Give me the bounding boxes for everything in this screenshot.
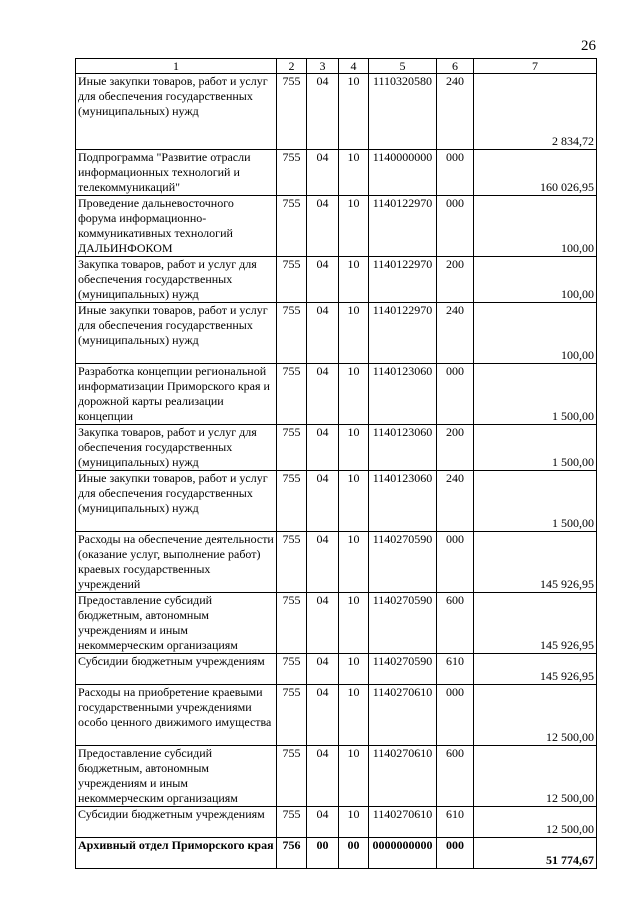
name-cell: Иные закупки товаров, работ и услуг для обеспечения государственных (муниципальных) нужд [76, 471, 277, 532]
target-article-code-cell: 1140270590 [369, 593, 437, 654]
section-code-cell: 04 [307, 257, 339, 303]
expense-type-code-cell: 600 [437, 746, 474, 807]
name-cell: Субсидии бюджетным учреждениям [76, 654, 277, 685]
table-header-row [76, 59, 597, 74]
amount-cell: 145 926,95 [474, 593, 597, 654]
table-row [76, 593, 597, 654]
name-cell: Архивный отдел Приморского края [76, 838, 277, 869]
target-article-code-cell: 1140122970 [369, 257, 437, 303]
amount-cell: 2 834,72 [474, 74, 597, 150]
target-article-code-cell: 1140270610 [369, 685, 437, 746]
section-code-cell: 04 [307, 74, 339, 150]
ministry-code-cell: 755 [277, 654, 307, 685]
amount-cell: 1 500,00 [474, 471, 597, 532]
name-cell: Иные закупки товаров, работ и услуг для обеспечения государственных (муниципальных) нужд [76, 74, 277, 150]
amount-cell: 100,00 [474, 303, 597, 364]
table-row [76, 196, 597, 257]
table-row [76, 364, 597, 425]
target-article-code-cell: 0000000000 [369, 838, 437, 869]
name-cell: Предоставление субсидий бюджетным, автономным учреждениям и иным некоммерческим организациям [76, 746, 277, 807]
expense-type-code-cell: 000 [437, 685, 474, 746]
target-article-code-cell: 1140123060 [369, 425, 437, 471]
target-article-code-cell: 1110320580 [369, 74, 437, 150]
amount-cell: 1 500,00 [474, 425, 597, 471]
name-cell: Закупка товаров, работ и услуг для обеспечения государственных (муниципальных) нужд [76, 425, 277, 471]
header-cell: 6 [437, 59, 474, 74]
name-cell: Расходы на приобретение краевыми государственными учреждениями особо ценного движимого имущества [76, 685, 277, 746]
ministry-code-cell: 755 [277, 532, 307, 593]
section-code-cell: 04 [307, 685, 339, 746]
table-row [76, 425, 597, 471]
ministry-code-cell: 755 [277, 425, 307, 471]
name-cell: Субсидии бюджетным учреждениям [76, 807, 277, 838]
section-code-cell: 04 [307, 532, 339, 593]
amount-cell: 12 500,00 [474, 807, 597, 838]
ministry-code-cell: 755 [277, 593, 307, 654]
ministry-code-cell: 755 [277, 150, 307, 196]
amount-cell: 145 926,95 [474, 654, 597, 685]
ministry-code-cell: 755 [277, 685, 307, 746]
expense-type-code-cell: 000 [437, 838, 474, 869]
expense-type-code-cell: 200 [437, 425, 474, 471]
ministry-code-cell: 755 [277, 746, 307, 807]
target-article-code-cell: 1140122970 [369, 303, 437, 364]
expense-type-code-cell: 240 [437, 303, 474, 364]
subsection-code-cell: 10 [339, 364, 369, 425]
subsection-code-cell: 10 [339, 654, 369, 685]
table-row [76, 838, 597, 869]
table-row [76, 74, 597, 150]
subsection-code-cell: 10 [339, 532, 369, 593]
expense-type-code-cell: 000 [437, 196, 474, 257]
amount-cell: 51 774,67 [474, 838, 597, 869]
table-row [76, 685, 597, 746]
ministry-code-cell: 755 [277, 303, 307, 364]
subsection-code-cell: 10 [339, 257, 369, 303]
name-cell: Расходы на обеспечение деятельности (оказание услуг, выполнение работ) краевых государственных учреждений [76, 532, 277, 593]
name-cell: Проведение дальневосточного форума информационно-коммуникативных технологий ДАЛЬИНФОКОМ [76, 196, 277, 257]
subsection-code-cell: 10 [339, 150, 369, 196]
section-code-cell: 00 [307, 838, 339, 869]
section-code-cell: 04 [307, 807, 339, 838]
target-article-code-cell: 1140122970 [369, 196, 437, 257]
header-cell: 1 [76, 59, 277, 74]
ministry-code-cell: 755 [277, 364, 307, 425]
header-cell: 7 [474, 59, 597, 74]
section-code-cell: 04 [307, 196, 339, 257]
table-row [76, 532, 597, 593]
target-article-code-cell: 1140123060 [369, 471, 437, 532]
table-row [76, 257, 597, 303]
expense-type-code-cell: 200 [437, 257, 474, 303]
ministry-code-cell: 755 [277, 257, 307, 303]
expense-type-code-cell: 000 [437, 532, 474, 593]
header-cell: 2 [277, 59, 307, 74]
expense-type-code-cell: 000 [437, 364, 474, 425]
table-row [76, 746, 597, 807]
amount-cell: 1 500,00 [474, 364, 597, 425]
expense-type-code-cell: 240 [437, 471, 474, 532]
ministry-code-cell: 755 [277, 807, 307, 838]
name-cell: Предоставление субсидий бюджетным, автономным учреждениям и иным некоммерческим организациям [76, 593, 277, 654]
section-code-cell: 04 [307, 303, 339, 364]
page-number: 26 [581, 38, 596, 54]
subsection-code-cell: 10 [339, 74, 369, 150]
header-cell: 5 [369, 59, 437, 74]
expense-type-code-cell: 600 [437, 593, 474, 654]
ministry-code-cell: 756 [277, 838, 307, 869]
subsection-code-cell: 10 [339, 807, 369, 838]
ministry-code-cell: 755 [277, 74, 307, 150]
expense-type-code-cell: 240 [437, 74, 474, 150]
section-code-cell: 04 [307, 654, 339, 685]
budget-table [75, 58, 597, 869]
name-cell: Закупка товаров, работ и услуг для обеспечения государственных (муниципальных) нужд [76, 257, 277, 303]
subsection-code-cell: 10 [339, 746, 369, 807]
target-article-code-cell: 1140270610 [369, 807, 437, 838]
amount-cell: 160 026,95 [474, 150, 597, 196]
subsection-code-cell: 10 [339, 593, 369, 654]
amount-cell: 100,00 [474, 196, 597, 257]
ministry-code-cell: 755 [277, 471, 307, 532]
section-code-cell: 04 [307, 425, 339, 471]
table-row [76, 807, 597, 838]
expense-type-code-cell: 610 [437, 807, 474, 838]
amount-cell: 145 926,95 [474, 532, 597, 593]
table-row [76, 654, 597, 685]
target-article-code-cell: 1140123060 [369, 364, 437, 425]
target-article-code-cell: 1140270590 [369, 532, 437, 593]
name-cell: Иные закупки товаров, работ и услуг для обеспечения государственных (муниципальных) нужд [76, 303, 277, 364]
target-article-code-cell: 1140000000 [369, 150, 437, 196]
section-code-cell: 04 [307, 471, 339, 532]
section-code-cell: 04 [307, 746, 339, 807]
expense-type-code-cell: 000 [437, 150, 474, 196]
amount-cell: 12 500,00 [474, 685, 597, 746]
target-article-code-cell: 1140270590 [369, 654, 437, 685]
table-row [76, 303, 597, 364]
expense-type-code-cell: 610 [437, 654, 474, 685]
amount-cell: 12 500,00 [474, 746, 597, 807]
ministry-code-cell: 755 [277, 196, 307, 257]
subsection-code-cell: 10 [339, 196, 369, 257]
section-code-cell: 04 [307, 593, 339, 654]
section-code-cell: 04 [307, 364, 339, 425]
section-code-cell: 04 [307, 150, 339, 196]
name-cell: Подпрограмма "Развитие отрасли информационных технологий и телекоммуникаций" [76, 150, 277, 196]
subsection-code-cell: 10 [339, 471, 369, 532]
table-row [76, 150, 597, 196]
subsection-code-cell: 10 [339, 685, 369, 746]
header-cell: 3 [307, 59, 339, 74]
subsection-code-cell: 10 [339, 303, 369, 364]
name-cell: Разработка концепции региональной информатизации Приморского края и дорожной карты реализации концепции [76, 364, 277, 425]
table-row [76, 471, 597, 532]
subsection-code-cell: 00 [339, 838, 369, 869]
target-article-code-cell: 1140270610 [369, 746, 437, 807]
header-cell: 4 [339, 59, 369, 74]
subsection-code-cell: 10 [339, 425, 369, 471]
amount-cell: 100,00 [474, 257, 597, 303]
